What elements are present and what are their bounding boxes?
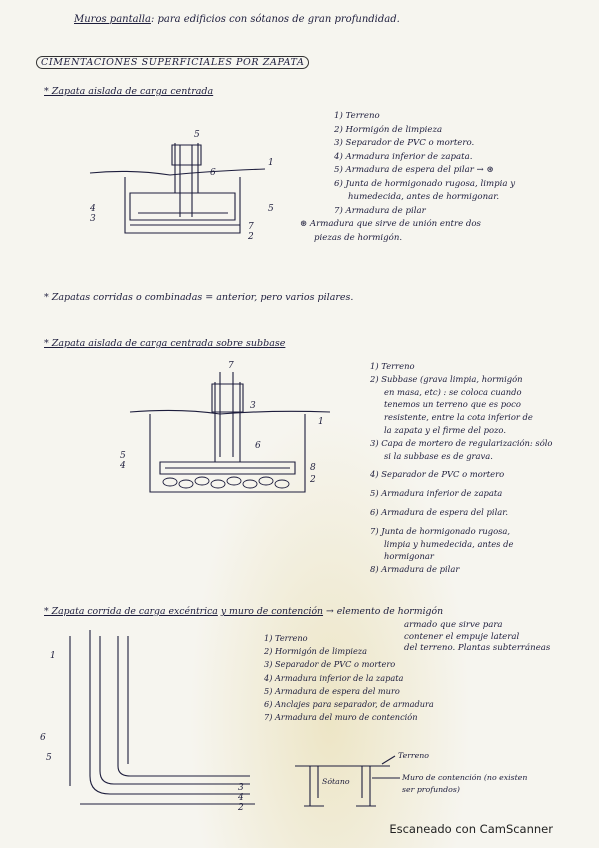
header-line	[74, 14, 400, 25]
s3-label-5: 5	[120, 451, 126, 461]
s1-item: piezas de hormigón.	[314, 232, 403, 243]
s3-label-7: 7	[228, 361, 234, 371]
s3-label-6: 6	[255, 441, 261, 451]
s1-label-4: 4	[90, 204, 96, 214]
s4-item: 6) Anclajes para separador, de armadura	[264, 699, 434, 710]
s4-title	[44, 606, 443, 617]
s1-label-5a: 5	[194, 130, 200, 140]
muros-text: : para edificios con sótanos de gran profundidad.	[150, 14, 400, 25]
s3-item: la zapata y el firme del pozo.	[384, 424, 506, 435]
s3-item: si la subbase es de grava.	[384, 450, 493, 461]
s4-item: 1) Terreno	[264, 633, 308, 643]
s1-item: 4) Armadura inferior de zapata.	[334, 151, 473, 162]
s4-title-b: y muro de contención	[220, 606, 324, 617]
s3-diagram	[120, 362, 330, 502]
s4-label-3: 3	[238, 783, 244, 793]
s3-item: 1) Terreno	[370, 361, 415, 371]
s4-note-line: armado que sirve para	[404, 620, 503, 630]
s1-label-6: 6	[210, 168, 216, 178]
s4-item: 4) Armadura inferior de la zapata	[264, 672, 404, 683]
s2-text: * Zapatas corridas o combinadas = anterior, pero varios pilares.	[44, 292, 354, 303]
s3-item: 2) Subbase (grava limpia, hormigón	[370, 373, 523, 384]
s4-label-4: 4	[238, 793, 244, 803]
s3-item: 7) Junta de hormigonado rugosa,	[370, 525, 511, 536]
mini-terreno: Terreno	[398, 751, 429, 760]
s1-item: humedecida, antes de hormigonar.	[348, 192, 500, 202]
s1-label-2: 2	[248, 232, 254, 242]
s4-label-6: 6	[40, 733, 46, 743]
s1-legend	[300, 110, 516, 245]
s4-item: 3) Separador de PVC o mortero	[264, 659, 396, 670]
s4-diagram	[40, 626, 265, 811]
s1-label-3: 3	[90, 214, 96, 224]
s4-label-5: 5	[46, 753, 52, 763]
mini-muro-note-1: Muro de contención (no existen	[402, 773, 528, 782]
s4-item: 2) Hormigón de limpieza	[264, 646, 368, 657]
s3-legend	[370, 360, 552, 576]
footer-watermark: Escaneado con CamScanner	[389, 822, 553, 836]
s4-label-2: 2	[238, 803, 244, 813]
s4-item: 5) Armadura de espera del muro	[264, 685, 400, 696]
s4-legend	[264, 632, 434, 724]
muros-label: Muros pantalla	[74, 14, 151, 25]
s3-item: 5) Armadura inferior de zapata	[370, 488, 503, 499]
s4-title-c: → elemento de hormigón	[326, 606, 444, 617]
section-title	[36, 57, 309, 68]
s3-item: 8) Armadura de pilar	[370, 564, 460, 575]
s1-label-5b: 5	[268, 204, 274, 214]
s3-item: hormigonar	[384, 551, 434, 562]
s3-label-1: 1	[318, 417, 324, 427]
s3-label-2: 2	[310, 475, 316, 485]
s1-item: 2) Hormigón de limpieza	[334, 124, 443, 135]
s1-item: 1) Terreno	[334, 111, 380, 121]
s4-title-a: * Zapata corrida de carga excéntrica	[44, 606, 218, 617]
s3-title: * Zapata aislada de carga centrada sobre subbase	[44, 338, 286, 349]
s1-item: ⊛ Armadura que sirve de unión entre dos	[300, 219, 481, 229]
s4-mini-diagram	[290, 748, 528, 818]
s1-label-1: 1	[268, 158, 274, 168]
s3-label-8: 8	[310, 463, 316, 473]
mini-sotano: Sótano	[322, 777, 350, 786]
s3-item: limpia y humedecida, antes de	[384, 538, 514, 549]
s1-item: 3) Separador de PVC o mortero.	[334, 138, 475, 148]
s3-item: tenemos un terreno que es poco	[384, 399, 521, 410]
s1-item: 6) Junta de hormigonado rugosa, limpia y	[334, 178, 516, 189]
s3-item: resistente, entre la cota inferior de	[384, 412, 533, 423]
s4-label-1: 1	[50, 651, 56, 661]
mini-muro-note-2: ser profundos)	[402, 785, 460, 794]
s3-item: 3) Capa de mortero de regularización: sólo	[370, 437, 553, 448]
s1-label-7: 7	[248, 222, 254, 232]
s4-note-line: contener el empuje lateral	[404, 631, 520, 642]
s3-label-4: 4	[120, 461, 126, 471]
s4-item: 7) Armadura del muro de contención	[264, 712, 418, 723]
s3-item: en masa, etc) : se coloca cuando	[384, 386, 522, 397]
s4-note-line: del terreno. Plantas subterráneas	[404, 643, 551, 653]
s1-title: * Zapata aislada de carga centrada	[44, 86, 214, 97]
s3-item: 4) Separador de PVC o mortero	[370, 469, 505, 480]
s1-item: 5) Armadura de espera del pilar → ⊛	[334, 165, 494, 175]
s1-diagram	[90, 125, 280, 245]
s3-item: 6) Armadura de espera del pilar.	[370, 506, 508, 517]
s3-label-3: 3	[250, 401, 256, 411]
section-title-text: CIMENTACIONES SUPERFICIALES POR ZAPATA	[36, 56, 309, 69]
s1-item: 7) Armadura de pilar	[334, 205, 426, 216]
